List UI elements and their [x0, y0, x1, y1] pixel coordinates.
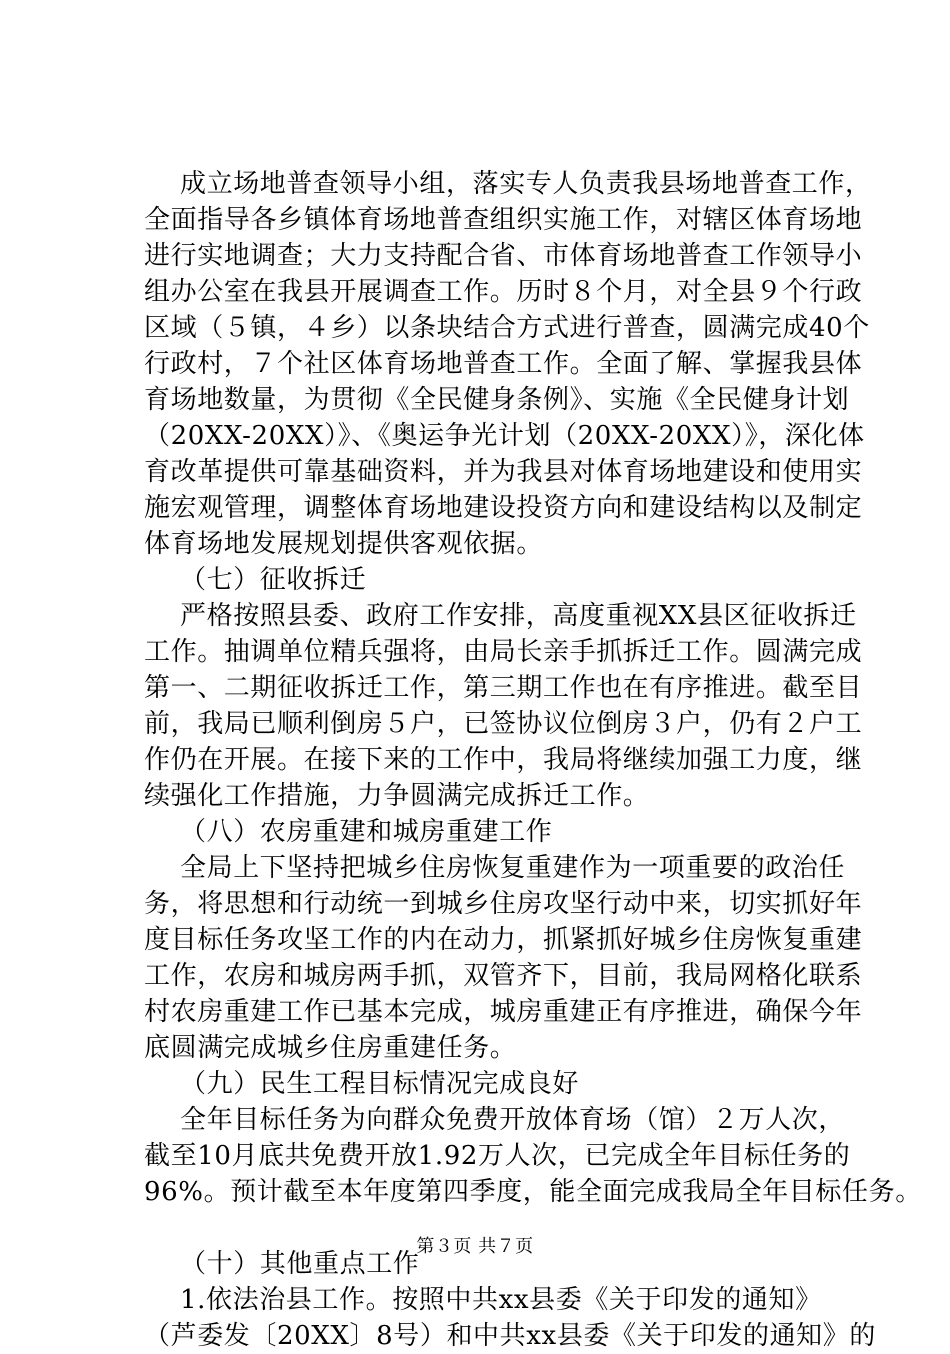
paragraph-line: 第一、二期征收拆迁工作，第三期工作也在有序推进。截至目 — [144, 673, 863, 703]
section-heading: （八）农房重建和城房重建工作 — [180, 817, 553, 847]
paragraph-line: 续强化工作措施，力争圆满完成拆迁工作。 — [144, 781, 650, 811]
paragraph-line: 度目标任务攻坚工作的内在动力，抓紧抓好城乡住房恢复重建 — [144, 925, 863, 955]
document-body — [144, 166, 922, 1354]
paragraph-line: 工作，农房和城房两手抓，双管齐下，目前，我局网格化联系 — [144, 961, 863, 991]
paragraph-line: （芦委发〔20XX〕8号）和中共xx县委《关于印发的通知》的 — [144, 1321, 876, 1351]
paragraph-line: 行政村，７个社区体育场地普查工作。全面了解、掌握我县体 — [144, 349, 863, 379]
paragraph-line: 成立场地普查领导小组，落实专人负责我县场地普查工作， — [180, 169, 872, 199]
section-heading: （十）其他重点工作 — [180, 1249, 420, 1279]
paragraph-line: 作仍在开展。在接下来的工作中，我局将继续加强工力度，继 — [144, 745, 863, 775]
paragraph-line: 施宏观管理，调整体育场地建设投资方向和建设结构以及制定 — [144, 493, 863, 523]
paragraph-line: 育改革提供可靠基础资料，并为我县对体育场地建设和使用实 — [144, 457, 863, 487]
page-footer: 第３页 共７页 — [416, 1236, 534, 1257]
paragraph-line: （20XX-20XX）》、《奥运争光计划（20XX-20XX）》，深化体 — [144, 421, 865, 451]
paragraph-line: 截至10月底共免费开放1.92万人次，已完成全年目标任务的 — [144, 1141, 851, 1171]
paragraph-line: 全年目标任务为向群众免费开放体育场（馆）２万人次， — [180, 1105, 846, 1135]
paragraph-line: 底圆满完成城乡住房重建任务。 — [144, 1033, 517, 1063]
paragraph-line: 区域（５镇，４乡）以条块结合方式进行普查，圆满完成40个 — [144, 313, 870, 343]
paragraph-line: 务，将思想和行动统一到城乡住房攻坚行动中来，切实抓好年 — [144, 889, 863, 919]
paragraph-line: 前，我局已顺利倒房５户，已签协议位倒房３户，仍有２户工 — [144, 709, 863, 739]
paragraph-line: 村农房重建工作已基本完成，城房重建正有序推进，确保今年 — [144, 997, 863, 1027]
paragraph-line: 进行实地调查；大力支持配合省、市体育场地普查工作领导小 — [144, 241, 863, 271]
paragraph-line: 全局上下坚持把城乡住房恢复重建作为一项重要的政治任 — [180, 853, 846, 883]
paragraph-line: 96%。预计截至本年度第四季度，能全面完成我局全年目标任务。 — [144, 1177, 922, 1207]
section-heading: （七）征收拆迁 — [180, 565, 367, 595]
paragraph-line: 1.依法治县工作。按照中共xx县委《关于印发的通知》 — [180, 1285, 822, 1315]
paragraph-line: 组办公室在我县开展调查工作。历时８个月，对全县９个行政 — [144, 277, 863, 307]
section-heading: （九）民生工程目标情况完成良好 — [180, 1069, 580, 1099]
paragraph-line: 育场地数量，为贯彻《全民健身条例》、实施《全民健身计划 — [144, 385, 850, 415]
paragraph-line: 全面指导各乡镇体育场地普查组织实施工作，对辖区体育场地 — [144, 205, 863, 235]
paragraph-line: 工作。抽调单位精兵强将，由局长亲手抓拆迁工作。圆满完成 — [144, 637, 863, 667]
paragraph-line: 体育场地发展规划提供客观依据。 — [144, 529, 544, 559]
paragraph-line: 严格按照县委、政府工作安排，高度重视XX县区征收拆迁 — [180, 601, 857, 631]
